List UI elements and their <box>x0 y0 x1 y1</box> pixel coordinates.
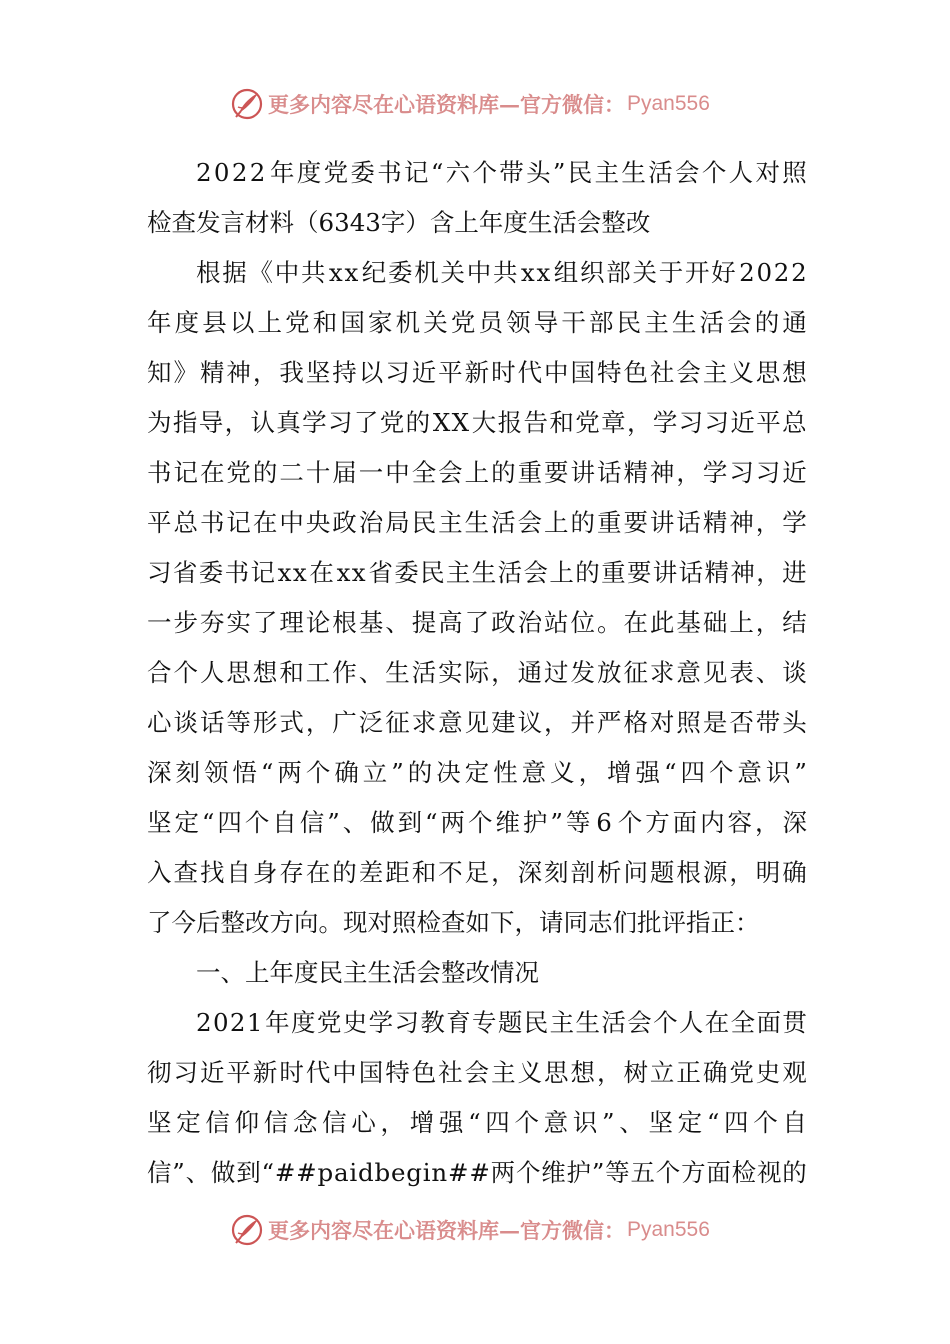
paragraph-line: 2 0 2 1 年 度 党 史 学 习 教 育 专 题 民 主 生 活 会 个 人 在 全 面 贯 <box>196 1008 807 1037</box>
paragraph-line: 入 查 找 自 身 存 在 的 差 距 和 不 足 ， 深 刻 剖 析 问 题 根 源 ， 明 确 <box>147 858 807 887</box>
watermark-wechat-id: Pyan556 <box>627 92 710 115</box>
watermark-text: 更多内容尽在心语资料库—官方微信： <box>268 92 625 117</box>
paragraph-line: 习 省 委 书 记 x x 在 x x 省 委 民 主 生 活 会 上 的 重 要 讲 话 精 神 ， 进 <box>147 558 807 587</box>
paragraph-line: 书 记 在 党 的 二 十 届 一 中 全 会 上 的 重 要 讲 话 精 神 ， 学 习 习 近 <box>147 458 807 487</box>
paragraph-line: 坚 定 “ 四 个 自 信 ” 、 做 到 “ 两 个 维 护 ” 等 6 个 方 面 内 容 ， 深 <box>147 808 807 837</box>
watermark-wechat-id: Pyan556 <box>627 1218 710 1241</box>
paragraph-line: 根 据 《 中 共 x x 纪 委 机 关 中 共 x x 组 织 部 关 于 开 好 2 0 2 2 <box>196 258 807 287</box>
paragraph-line: 心 谈 话 等 形 式 ， 广 泛 征 求 意 见 建 议 ， 并 严 格 对 照 是 否 带 头 <box>147 708 807 737</box>
paragraph-line: 一 步 夯 实 了 理 论 根 基 、 提 高 了 政 治 站 位 。 在 此 基 础 上 ， 结 <box>147 608 807 637</box>
paragraph-line: 坚 定 信 仰 信 念 信 心 ， 增 强 “ 四 个 意 识 ” 、 坚 定 “ 四 个 自 <box>147 1108 807 1137</box>
paragraph-line: 信 ” 、 做 到 “ # # p a i d b e g i n # # 两 个 维 护 ” 等 五 个 方 面 检 视 的 <box>147 1158 807 1187</box>
paragraph-line: 彻 习 近 平 新 时 代 中 国 特 色 社 会 主 义 思 想 ， 树 立 正 确 党 史 观 <box>147 1058 807 1087</box>
watermark-footer <box>230 1210 710 1250</box>
paragraph-line: 为 指 导 ， 认 真 学 习 了 党 的 X X 大 报 告 和 党 章 ， 学 习 习 近 平 总 <box>147 408 807 437</box>
paragraph-line: 知 》 精 神 ， 我 坚 持 以 习 近 平 新 时 代 中 国 特 色 社 会 主 义 思 想 <box>147 358 807 387</box>
title-line: 检 查 发 言 材 料 （ 6 3 4 3 字 ） 含 上 年 度 生 活 会 整 改 <box>147 208 651 237</box>
quill-logo-icon <box>230 1213 264 1247</box>
quill-logo-icon <box>230 87 264 121</box>
paragraph-line: 了今后整改方向。现对照检查如下，请同志们批评指正： <box>147 908 760 937</box>
watermark-header <box>230 84 710 124</box>
paragraph-line: 年 度 县 以 上 党 和 国 家 机 关 党 员 领 导 干 部 民 主 生 活 会 的 通 <box>147 308 807 337</box>
title-line: 2 0 2 2 年 度 党 委 书 记 “ 六 个 带 头 ” 民 主 生 活 会 个 人 对 照 <box>196 158 807 187</box>
paragraph-line: 合 个 人 思 想 和 工 作 、 生 活 实 际 ， 通 过 发 放 征 求 意 见 表 、 谈 <box>147 658 807 687</box>
watermark-text: 更多内容尽在心语资料库—官方微信： <box>268 1218 625 1243</box>
paragraph-line: 平 总 书 记 在 中 央 政 治 局 民 主 生 活 会 上 的 重 要 讲 话 精 神 ， 学 <box>147 508 807 537</box>
section-heading: 一、上年度民主生活会整改情况 <box>196 958 539 987</box>
document-body <box>147 148 807 1198</box>
paragraph-line: 深 刻 领 悟 “ 两 个 确 立 ” 的 决 定 性 意 义 ， 增 强 “ 四 个 意 识 ” <box>147 758 807 787</box>
